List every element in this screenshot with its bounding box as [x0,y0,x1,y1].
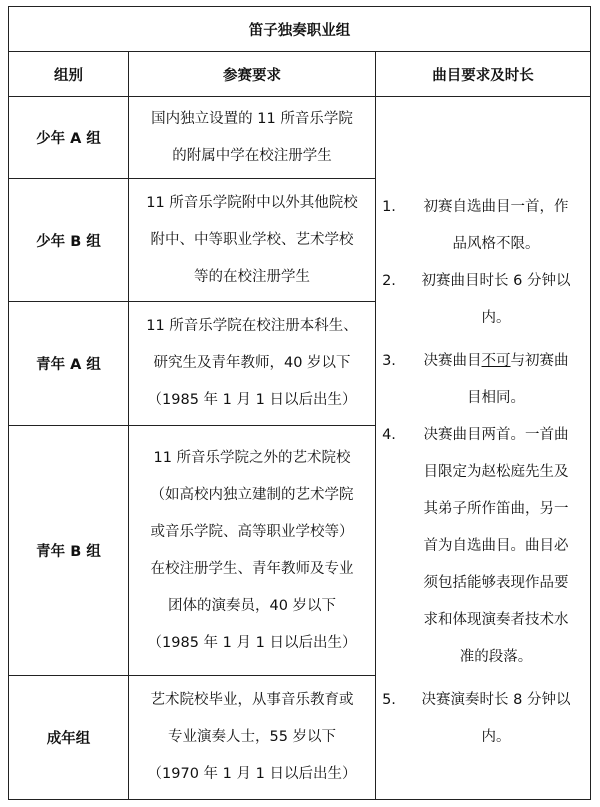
item-line: 内。 [481,728,511,745]
item-line: 决赛曲目两首。一首曲 [423,426,569,443]
item-line: 目限定为赵松庭先生及 [423,463,569,480]
item-line: 求和体现演奏者技术水 [423,611,569,628]
item-text: 决赛曲目 [423,352,482,369]
group-name: 成年组 [9,676,129,800]
requirement-line: （如高校内独立建制的艺术学院 [150,486,354,503]
list-item [376,263,590,337]
list-item [376,417,590,676]
table-title: 笛子独奏职业组 [9,7,591,52]
item-line: 决赛演奏时长 8 分钟以 [421,691,571,708]
item-line: 其弟子所作笛曲，另一 [423,500,569,517]
item-line [402,343,590,380]
group-name: 少年 A 组 [9,97,129,179]
header-requirements: 参赛要求 [129,52,376,97]
header-music: 曲目要求及时长 [376,52,591,97]
requirement-line: （1985 年 1 月 1 日以后出生） [147,634,357,651]
requirement-line: 研究生及青年教师，40 岁以下 [153,355,351,371]
requirement-line: 国内独立设置的 11 所音乐学院 [151,110,353,127]
list-item [376,189,590,263]
requirement-line: 艺术院校毕业，从事音乐教育或 [150,692,354,708]
requirements-cell [129,302,376,426]
music-requirements-cell [376,97,591,800]
item-number: 5. [382,691,396,708]
requirements-cell [129,676,376,800]
table-row [9,97,591,179]
group-name: 青年 A 组 [9,302,129,426]
competition-table [8,6,591,800]
item-number: 4. [382,426,396,443]
item-line: 准的段落。 [459,648,533,665]
underlined-text: 不可 [481,352,511,369]
requirements-cell [129,179,376,302]
requirement-line: （1985 年 1 月 1 日以后出生） [147,392,357,408]
music-requirements-list [376,189,590,756]
item-number: 1. [382,198,396,215]
item-line: 内。 [481,309,511,326]
requirement-line: 11 所音乐学院附中以外其他院校 [146,194,358,211]
item-line: 品风格不限。 [452,235,540,252]
requirement-line: 11 所音乐学院在校注册本科生、 [146,318,358,334]
item-number: 2. [382,272,396,289]
requirement-line: 等的在校注册学生 [194,268,310,285]
requirement-line: 11 所音乐学院之外的艺术院校 [153,449,351,466]
item-line: 初赛曲目时长 6 分钟以 [421,272,571,289]
item-line: 目相同。 [467,389,526,406]
list-item [376,343,590,417]
requirement-line: 在校注册学生、青年教师及专业 [150,560,354,577]
list-item [376,682,590,756]
item-number: 3. [382,352,396,369]
item-line: 首为自选曲目。曲目必 [423,537,569,554]
item-text: 与初赛曲 [510,352,569,369]
requirement-line: 团体的演奏员，40 岁以下 [167,597,337,614]
header-group: 组别 [9,52,129,97]
group-name: 青年 B 组 [9,426,129,676]
item-line: 须包括能够表现作品要 [423,574,569,591]
group-name: 少年 B 组 [9,179,129,302]
requirement-line: 或音乐学院、高等职业学校等） [150,523,354,540]
requirement-line: 的附属中学在校注册学生 [172,147,332,164]
item-line: 初赛自选曲目一首，作 [423,198,569,215]
requirements-cell [129,426,376,676]
requirement-line: 专业演奏人士，55 岁以下 [167,729,337,745]
requirement-line: 附中、中等职业学校、艺术学校 [150,231,354,248]
requirement-line: （1970 年 1 月 1 日以后出生） [147,766,357,782]
requirements-cell [129,97,376,179]
